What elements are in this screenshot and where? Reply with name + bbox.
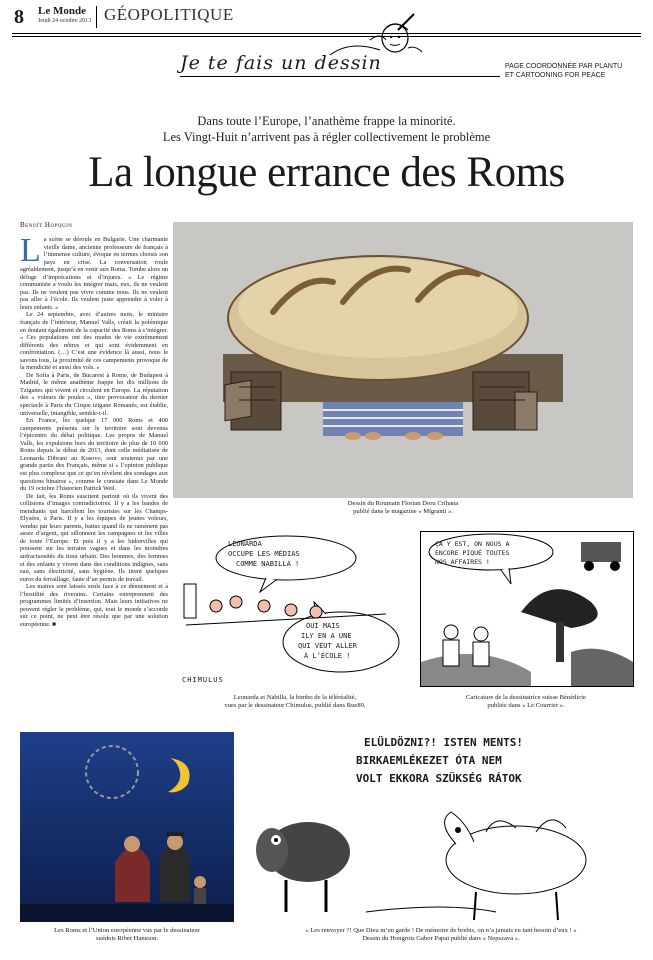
papai-drawing [246, 792, 636, 924]
caption-line: Dessin du Hongrois Gabor Papai publié dans « Nepszava ». [362, 935, 520, 942]
cartoon-text: VOLT EKKORA SZÜKSÉG RÁTOK [356, 772, 522, 785]
section-title: GÉOPOLITIQUE [104, 5, 234, 24]
feature-underline [180, 76, 500, 77]
paragraph: De Sofia à Paris, de Bucarest à Rome, de Budapest à Madrid, le même anathème frappe les dix millions de Tziganes qui vivent et circulent en Europe. La réputation des « voleurs de poules », titre provocateur du dernier spectacle à Paris du Cirque tzigane Romanès, est établie, universelle, intangible, semble-t-il. [20, 371, 168, 417]
feature-title: Je te fais un dessin [180, 52, 382, 74]
issue-date: Jeudi 24 octobre 2013 [38, 18, 92, 24]
speech-bubble-text: QUI VEUT ALLER [298, 642, 358, 650]
speech-bubble-text: NOS AFFAIRES ! [435, 558, 490, 566]
paragraph: Les maires sont laissés seuls face à ce dénuement et à l’hostilité des riverains. Certains entreprennent des programmes limités d’insertion. Mais leurs initiatives ne peuvent régler le problème, qui, tout le monde s’accorde sur ce point, ne peut être résolu que par une solution européenne. ■ [20, 583, 168, 628]
cartoon-text: BIRKAEMLÉKEZET ÓTA NEM [356, 754, 502, 767]
kicker-line: Les Vingt-Huit n’arrivent pas à régler collectivement le problème [162, 130, 491, 144]
kicker-line: Dans toute l’Europe, l’anathème frappe la minorité. [197, 114, 456, 128]
caption-line: Les Roms et l’Union européenne vus par le dessinateur [54, 927, 200, 934]
page-number: 8 [14, 6, 24, 28]
newspaper-logo: Le Monde [38, 5, 86, 17]
caption-line: Dessin du Roumain Florian Doru Crihana [347, 500, 459, 507]
bread-cartoon [173, 222, 633, 498]
coordination-credit: PAGE COORDONNÉE PAR PLANTU [505, 63, 623, 70]
article-body [20, 236, 168, 708]
benedicte-cartoon [420, 531, 634, 687]
caption-line: vues par le dessinateur Chimulus, publié dans Rue89. [224, 702, 366, 709]
caption-line: Leonarda et Nabilla, la bimbo de la téléréalité, [233, 694, 357, 701]
cartoon-text: ELÜLDÖZNI?! ISTEN MENTS! [364, 736, 523, 749]
caption-line: publiée dans « Le Courrier ». [487, 702, 565, 709]
dropcap: L [20, 236, 41, 269]
paragraph: De fait, les Roms suscitent partout où ils vivent des collisions d’images contradictoires. Il y a les bandes de mendiants qui harcèlent les touristes sur les Champs-Elysées, à Paris. Il y a les équipes de jeunes voleurs, vendus par leurs parents, battus quand ils ne ramènent pas assez d’argent, qui sillonnent les campagnes et les villes de toute l’Europe. Et puis il y a les bidonvilles qui poussent sur les terrains vagues et dans les moindres anfractuosités du tissu urbain. Des hommes, des femmes et des enfants y vivent dans des conditions indignes, sans eau, sans électricité, sans hygiène. Ils tirent quelques euros du ferraillage, faute d’un permis de travail. [20, 492, 168, 583]
speech-bubble-text: À L’ÉCOLE ! [304, 652, 351, 660]
header-divider [96, 6, 97, 28]
hansson-cartoon [20, 732, 234, 922]
partner-credit: ET CARTOONING FOR PEACE [505, 72, 606, 79]
headline: La longue errance des Roms [88, 149, 565, 196]
speech-bubble-text: OCCUPE LES MÉDIAS [228, 550, 300, 558]
speech-bubble-text: COMME NABILLA ! [236, 560, 300, 568]
speech-bubble-text: LÉONARDA [228, 540, 262, 548]
speech-bubble-text: ILY EN A UNE [301, 632, 352, 640]
chimulus-cartoon [176, 530, 414, 690]
caption-line: « Les renvoyer ?! Que Dieu m’en garde ! De mémoire de brebis, on n’a jamais eu tant besoin d’eux ! » [305, 927, 577, 934]
paragraph: La scène se déroule en Bulgarie. Une charmante vieille dame, ancienne professeure de français à l’immense culture, évoque en termes choisis son pays en crise. La conversation roule agréablement, jusqu’à en venir aux Roms. Tombe alors un déluge d’imprécations et d’injures. « Le régime communiste a voulu les intégrer mais, eux, ils ne veulent pas. Ils ne veulent pas vivre comme nous. Ils ne veulent pas aller à l’école. Ils veulent juste apprendre à voler à leurs enfants. » [20, 236, 168, 311]
caption-line: publié dans le magazine « Migranti ». [353, 508, 453, 515]
papai-cartoon [246, 732, 636, 924]
caption-line: Caricature de la dessinatrice suisse Bénédicte [466, 694, 586, 701]
speech-bubble-text: ENCORE PIQUÉ TOUTES [435, 549, 510, 557]
paragraph: Le 24 septembre, avec d’autres mots, le ministre français de l’intérieur, Manuel Valls, créait la polémique en doutant également de la capacité des Roms à s’intégrer. « Ces populations ont des modes de vie extrêmement différents des nôtres et qui sont évidemment en confrontation. (…) C’est une évidence là aussi, nous le savons tous, la proximité de ces campements provoque de la mendicité et aussi des vols. » [20, 311, 168, 372]
cartoonist-signature: CHIMULUS [182, 676, 224, 684]
speech-bubble-text: OUI MAIS [306, 622, 340, 630]
caption-line: suédois Riber Hansson. [95, 935, 159, 942]
speech-bubble-text: ÇA Y EST, ON NOUS A [435, 540, 510, 548]
paragraph: En France, les quelque 17 000 Roms et 400 campements présents sur le territoire sont devenus l’épicentre du débat politique. Les propos de Manuel Valls, les expulsions hors du territoire de plus de 10 000 Roms depuis le début de 2013, dont celle médiatisée de Leonarda Dibrani au Kosovo, sont soutenus par une grande partie des Français, même si « l’opinion publique est plus complexe que ce qu’en révèlent des sondages aux questions binaires », comme le constate dans Le Monde du 19 octobre l’historien Patrick Weil. [20, 417, 168, 493]
byline: Benoît Hopquin [20, 221, 73, 229]
